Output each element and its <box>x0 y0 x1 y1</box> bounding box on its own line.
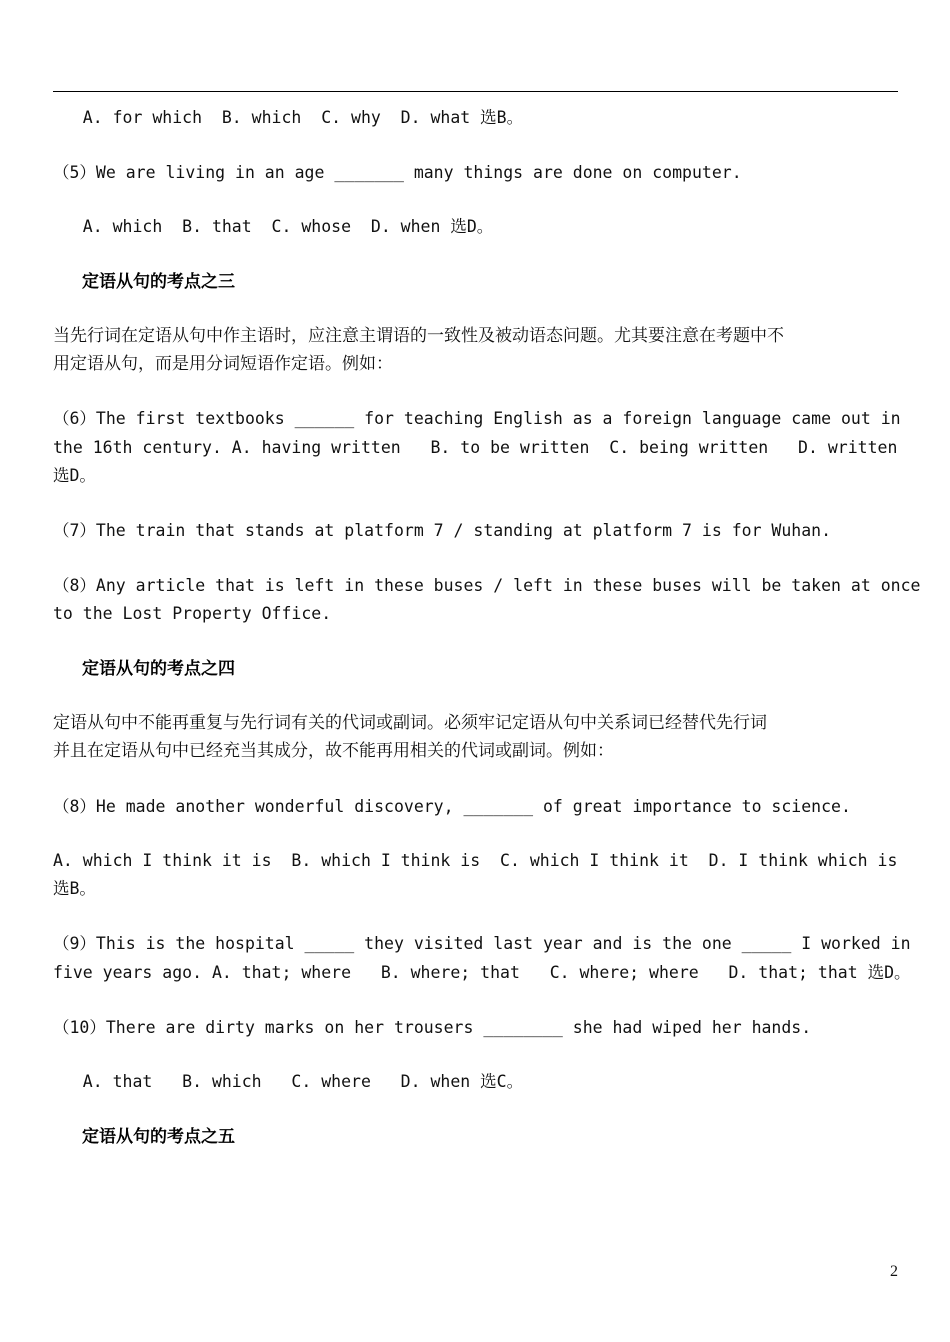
q9-line-1: （9）This is the hospital _____ they visited last year and is the one _____ I worked in <box>53 934 911 953</box>
section-4-para-line-1: 定语从句中不能再重复与先行词有关的代词或副词。必须牢记定语从句中关系词已经替代先行词 <box>53 713 767 733</box>
header-rule <box>53 91 898 92</box>
section-4-para-line-2: 并且在定语从句中已经充当其成分，故不能再用相关的代词或副词。例如： <box>53 741 614 761</box>
section-heading-4: 定语从句的考点之四 <box>82 659 235 679</box>
q7-line: （7）The train that stands at platform 7 / standing at platform 7 is for Wuhan. <box>53 521 832 540</box>
q10-options: A. that B. which C. where D. when 选C。 <box>53 1072 524 1091</box>
q9-line-2: five years ago. A. that; where B. where; that C. where; where D. that; that 选D。 <box>53 963 911 982</box>
q6-answer: 选D。 <box>53 466 96 485</box>
q8b-options: A. which I think it is B. which I think is C. which I think it D. I think which is <box>53 851 898 870</box>
q8-line-2: to the Lost Property Office. <box>53 604 332 623</box>
section-heading-3: 定语从句的考点之三 <box>82 272 235 292</box>
q6-line-1: （6）The first textbooks ______ for teaching English as a foreign language came out in <box>53 409 901 428</box>
q10-question: （10）There are dirty marks on her trousers ________ she had wiped her hands. <box>53 1018 812 1037</box>
page-number: 2 <box>890 1263 898 1280</box>
section-3-para-line-2: 用定语从句，而是用分词短语作定语。例如： <box>53 354 393 374</box>
q8-line-1: （8）Any article that is left in these buses / left in these buses will be taken at once <box>53 576 921 595</box>
q5-question: （5）We are living in an age _______ many things are done on computer. <box>53 163 742 182</box>
section-3-para-line-1: 当先行词在定语从句中作主语时，应注意主谓语的一致性及被动语态问题。尤其要注意在考题中不 <box>53 326 784 346</box>
q8b-question: （8）He made another wonderful discovery, _______ of great importance to science. <box>53 797 851 816</box>
q8b-answer: 选B。 <box>53 879 96 898</box>
q4-options: A. for which B. which C. why D. what 选B。 <box>53 108 524 127</box>
q6-line-2: the 16th century. A. having written B. to be written C. being written D. written <box>53 438 898 457</box>
q5-options: A. which B. that C. whose D. when 选D。 <box>53 217 494 236</box>
section-heading-5: 定语从句的考点之五 <box>82 1127 235 1147</box>
